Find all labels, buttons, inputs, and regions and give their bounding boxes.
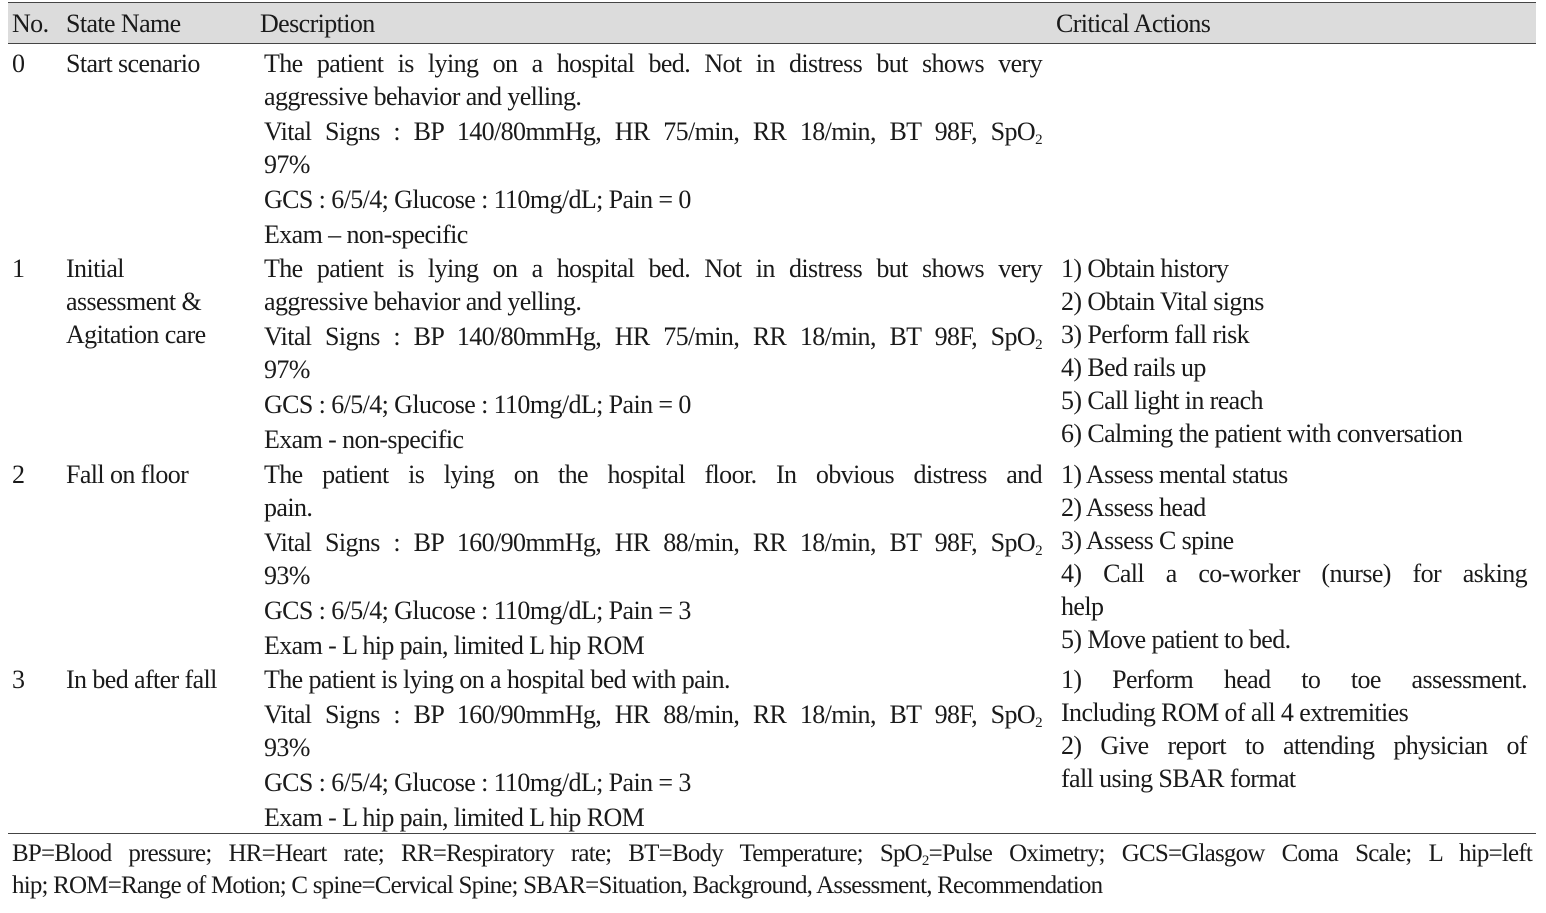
header-description: Description [260, 9, 375, 38]
action-item: 2) Give report to attending physician of [1061, 731, 1527, 760]
description-line: The patient is lying on a hospital bed. Not in distress but shows very [264, 254, 1042, 283]
footnote-line: hip; ROM=Range of Motion; C spine=Cervical Spine; SBAR=Situation, Background, Assessment, Recommendation [12, 872, 1103, 899]
action-item: 1) Obtain history [1061, 254, 1229, 283]
row-number: 2 [12, 460, 25, 489]
description-line: The patient is lying on the hospital floor. In obvious distress and [264, 460, 1042, 489]
vital-signs: Vital Signs : BP 140/80mmHg, HR 75/min, RR 18/min, BT 98F, SpO$_2$ [264, 322, 1042, 353]
action-item: 4) Bed rails up [1061, 353, 1206, 382]
vital-signs: Vital Signs : BP 140/80mmHg, HR 75/min, RR 18/min, BT 98F, SpO$_2$ [264, 117, 1042, 148]
description-line: pain. [264, 493, 313, 522]
description-line: The patient is lying on a hospital bed. Not in distress but shows very [264, 49, 1042, 78]
action-item: 2) Assess head [1061, 493, 1206, 522]
gcs-line: GCS : 6/5/4; Glucose : 110mg/dL; Pain = 3 [264, 768, 691, 797]
description-cell [264, 47, 1042, 251]
gcs-line: GCS : 6/5/4; Glucose : 110mg/dL; Pain = 0 [264, 390, 691, 419]
action-item: Including ROM of all 4 extremities [1061, 698, 1409, 727]
action-item: 1) Perform head to toe assessment. [1061, 665, 1527, 694]
vital-signs-cont: 97% [264, 150, 310, 179]
description-line: aggressive behavior and yelling. [264, 287, 582, 316]
critical-actions-cell [1061, 663, 1527, 795]
action-item: 4) Call a co-worker (nurse) for asking [1061, 559, 1527, 588]
description-line: The patient is lying on a hospital bed with pain. [264, 665, 730, 694]
header-no: No. [12, 9, 49, 38]
description-line: aggressive behavior and yelling. [264, 82, 582, 111]
table-header [8, 2, 1536, 44]
row-number: 0 [12, 49, 25, 78]
gcs-line: GCS : 6/5/4; Glucose : 110mg/dL; Pain = 3 [264, 596, 691, 625]
state-name: In bed after fall [66, 665, 217, 694]
vital-signs-cont: 97% [264, 355, 310, 384]
exam-line: Exam - L hip pain, limited L hip ROM [264, 803, 645, 832]
state-name: Start scenario [66, 49, 200, 78]
row-number: 3 [12, 665, 25, 694]
gcs-line: GCS : 6/5/4; Glucose : 110mg/dL; Pain = 0 [264, 185, 691, 214]
vital-signs-cont: 93% [264, 733, 310, 762]
footnote-line: BP=Blood pressure; HR=Heart rate; RR=Respiratory rate; BT=Body Temperature; SpO$_2$=Pulse Oximetry; GCS=Glasgow Coma Scale; L hip=left [12, 840, 1532, 869]
state-name: Initial assessment & Agitation care [66, 254, 206, 349]
action-item: help [1061, 592, 1104, 621]
action-item: 6) Calming the patient with conversation [1061, 419, 1463, 448]
action-item: 3) Perform fall risk [1061, 320, 1250, 349]
exam-line: Exam – non-specific [264, 220, 468, 249]
action-item: fall using SBAR format [1061, 764, 1296, 793]
action-item: 5) Move patient to bed. [1061, 625, 1291, 654]
description-cell [264, 458, 1042, 662]
vital-signs: Vital Signs : BP 160/90mmHg, HR 88/min, RR 18/min, BT 98F, SpO$_2$ [264, 700, 1042, 731]
action-item: 2) Obtain Vital signs [1061, 287, 1264, 316]
vital-signs: Vital Signs : BP 160/90mmHg, HR 88/min, RR 18/min, BT 98F, SpO$_2$ [264, 528, 1042, 559]
action-item: 3) Assess C spine [1061, 526, 1234, 555]
state-name: Fall on floor [66, 460, 189, 489]
action-item: 1) Assess mental status [1061, 460, 1288, 489]
exam-line: Exam - L hip pain, limited L hip ROM [264, 631, 645, 660]
header-critical-actions: Critical Actions [1056, 9, 1211, 38]
table-footnote [12, 838, 1532, 902]
vital-signs-cont: 93% [264, 561, 310, 590]
action-item: 5) Call light in reach [1061, 386, 1263, 415]
header-state-name: State Name [66, 9, 181, 38]
table-bottom-rule [8, 833, 1536, 834]
exam-line: Exam - non-specific [264, 425, 464, 454]
critical-actions-cell [1061, 458, 1527, 656]
description-cell [264, 663, 1042, 834]
description-cell [264, 252, 1042, 456]
row-number: 1 [12, 254, 25, 283]
critical-actions-cell [1061, 252, 1527, 450]
